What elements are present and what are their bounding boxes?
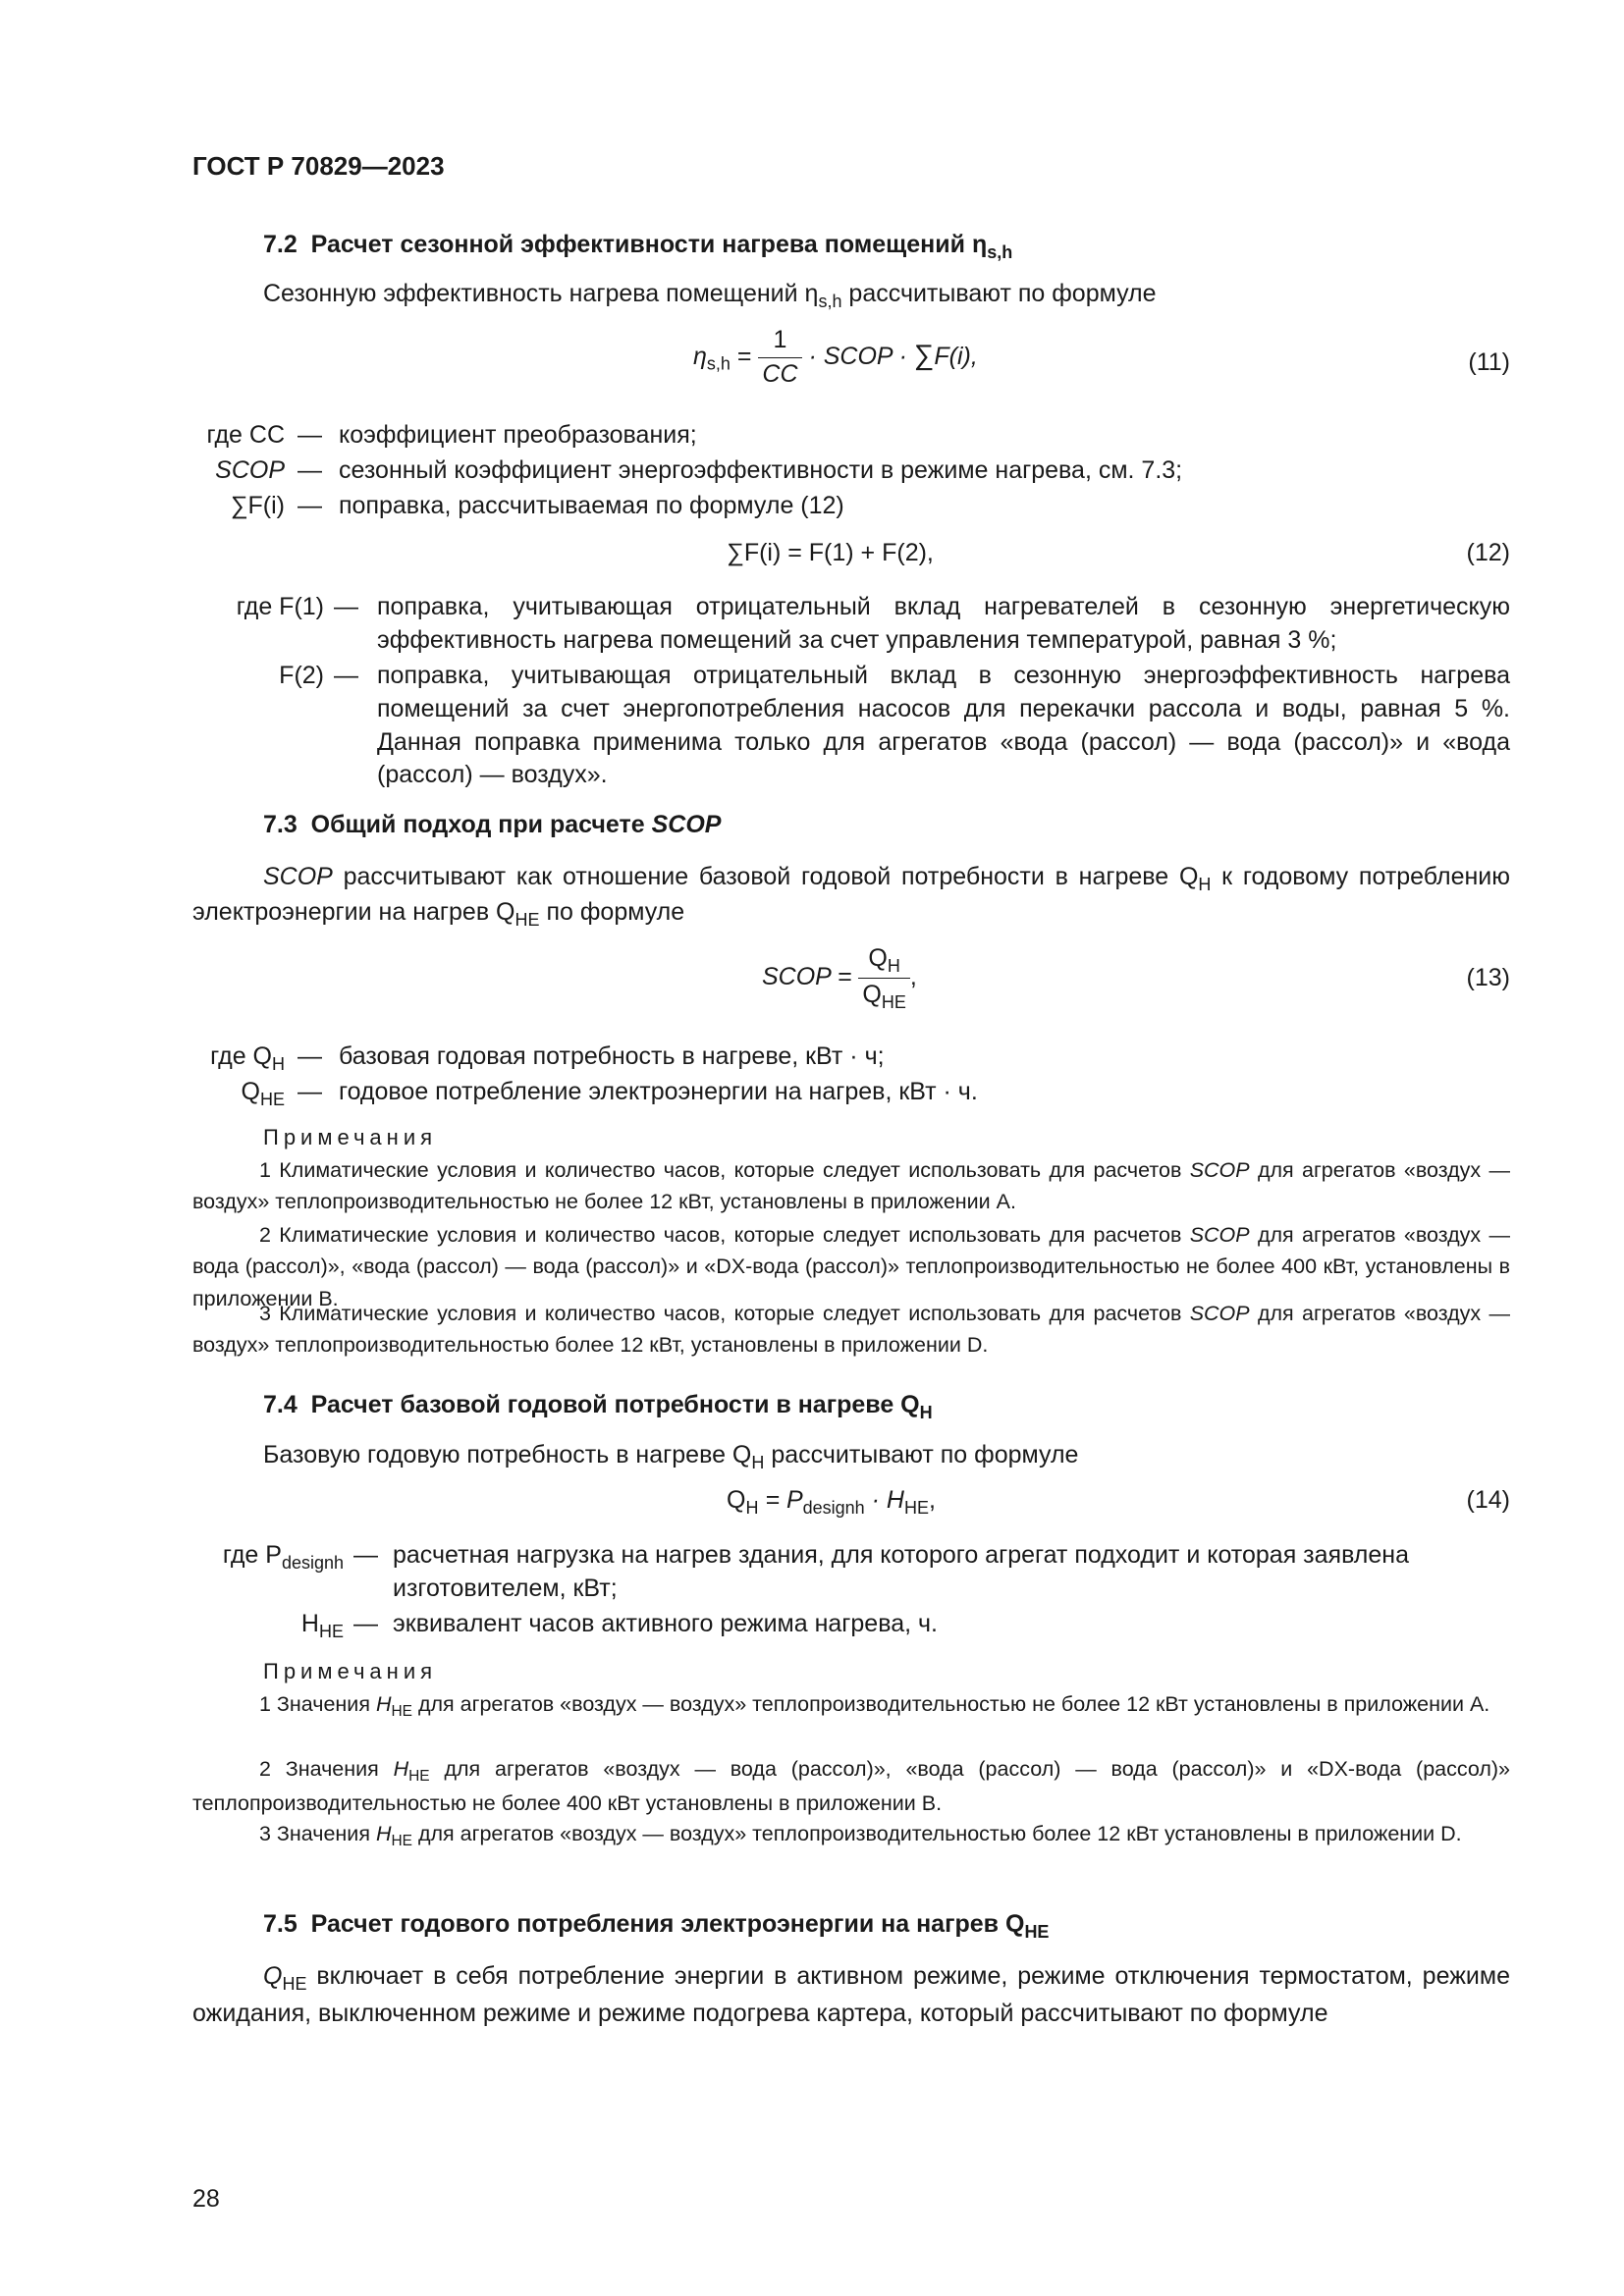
def-label: SCOP [215,456,285,484]
formula-12-number: (12) [1466,539,1510,566]
section-7-3-paragraph: SCOP рассчитывают как отношение базовой годовой потребности в нагреве $Q_H$ к годовому потреблению электроэнергии на нагрев $Q_{HE}$ по формуле [192,863,1511,930]
def-text: базовая годовая потребность в нагреве, кВт · ч; [339,1042,885,1070]
def-dash: — [298,1078,322,1105]
formula-11-number: (11) [1468,348,1510,376]
note-item: 3 Значения $H_{HE}$ для агрегатов «воздух — воздух» теплопроизводительностью более 12 кВт установлены в приложении D. [259,1822,1462,1849]
formula-14-number: (14) [1466,1486,1510,1514]
page-number: 28 [192,2185,220,2213]
section-7-4-heading: 7.4 Расчет базовой годовой потребности в нагреве $Q_H$ [263,1391,933,1422]
section-7-4-intro: Базовую годовую потребность в нагреве $Q_H$ рассчитывают по формуле [263,1441,1079,1472]
def-label: F(2) [279,662,324,689]
section-7-2-heading: 7.2 Расчет сезонной эффективности нагрева помещений $\eta_{s,h}$ [263,231,1013,262]
def-label: где $Q_H$ [210,1042,285,1074]
formula-11: $\eta_{s,h}$ = $\frac{1}{CC}$ · SCOP · ∑F(i), [693,326,978,388]
def-label: $Q_{HE}$ [241,1078,285,1109]
def-text: сезонный коэффициент энергоэффективности в режиме нагрева, см. 7.3; [339,456,1183,484]
notes-title: Примечания [263,1125,438,1149]
def-dash: — [298,492,322,519]
def-text: эквивалент часов активного режима нагрева, ч. [393,1610,938,1637]
def-dash: — [298,1042,322,1070]
def-dash: — [298,456,322,484]
note-item: 2 Климатические условия и количество часов, которые следует использовать для расчетов SCOP для агрегатов «воздух — вода (рассол)», «вода (рассол) — вода (рассол)» и «DX-вода (рассол)» теплопроизводительностью не более 400 кВт, установлены в приложении B. [192,1223,1510,1310]
def-dash: — [353,1541,378,1569]
note-item: 2 Значения $H_{HE}$ для агрегатов «воздух — вода (рассол)», «вода (рассол) — вода (рассол)» и «DX-вода (рассол)» теплопроизводительностью не более 400 кВт установлены в приложении B. [192,1757,1511,1816]
def-text: коэффициент преобразования; [339,421,697,449]
def-label: ∑F(i) [230,492,285,519]
def-label: $H_{HE}$ [300,1610,344,1641]
formula-12: ∑F(i) = F(1) + F(2), [727,539,934,566]
def-text: годовое потребление электроэнергии на нагрев, кВт · ч. [339,1078,978,1105]
def-dash: — [353,1610,378,1637]
note-item: 1 Значения $H_{HE}$ для агрегатов «воздух — воздух» теплопроизводительностью не более 12 кВт установлены в приложении А. [259,1692,1490,1720]
formula-13-number: (13) [1466,964,1510,991]
notes-title: Примечания [263,1659,438,1683]
section-7-2-intro: Сезонную эффективность нагрева помещений $\eta_{s,h}$ рассчитывают по формуле [263,280,1157,311]
def-text: поправка, рассчитываемая по формуле (12) [339,492,844,519]
def-text: поправка, учитывающая отрицательный вклад нагревателей в сезонную энергетическую эффективность нагрева помещений за счет управления температурой, равная 3 %; [377,593,1510,654]
def-text: расчетная нагрузка на нагрев здания, для которого агрегат подходит и которая заявлена изготовителем, кВт; [393,1541,1409,1602]
def-label: где CC [206,421,285,449]
note-item: 3 Климатические условия и количество часов, которые следует использовать для расчетов SCOP для агрегатов «воздух — воздух» теплопроизводительностью более 12 кВт, установлены в приложении D. [192,1302,1510,1358]
def-label: где $P_{designh}$ [222,1541,344,1573]
section-7-3-heading: 7.3 Общий подход при расчете SCOP [263,811,722,838]
section-7-5-heading: 7.5 Расчет годового потребления электроэнергии на нагрев $Q_{HE}$ [263,1910,1050,1942]
def-dash: — [334,593,358,620]
formula-14: $Q_H = P_{designh} \cdot H_{HE}$, [727,1486,936,1518]
def-dash: — [334,662,358,689]
document-header: ГОСТ Р 70829—2023 [192,151,445,181]
formula-13: SCOP = $\frac{Q_H}{Q_{HE}}$ , [762,944,917,1012]
section-7-5-paragraph: $Q_{HE}$ включает в себя потребление энергии в активном режиме, режиме отключения термостатом, режиме ожидания, выключенном режиме и режиме подогрева картера, который рассчитывают по формуле [192,1962,1510,2028]
note-item: 1 Климатические условия и количество часов, которые следует использовать для расчетов SCOP для агрегатов «воздух — воздух» теплопроизводительностью не более 12 кВт, установлены в приложении А. [192,1158,1510,1214]
def-text: поправка, учитывающая отрицательный вклад в сезонную энергоэффективность нагрева помещений за счет энергопотребления насосов для перекачки рассола и воды, равная 5 %. Данная поправка применима только для агрегатов «вода (рассол) — вода (рассол)» и «вода (рассол) — воздух». [377,662,1510,789]
def-dash: — [298,421,322,449]
def-label: где F(1) [236,593,324,620]
